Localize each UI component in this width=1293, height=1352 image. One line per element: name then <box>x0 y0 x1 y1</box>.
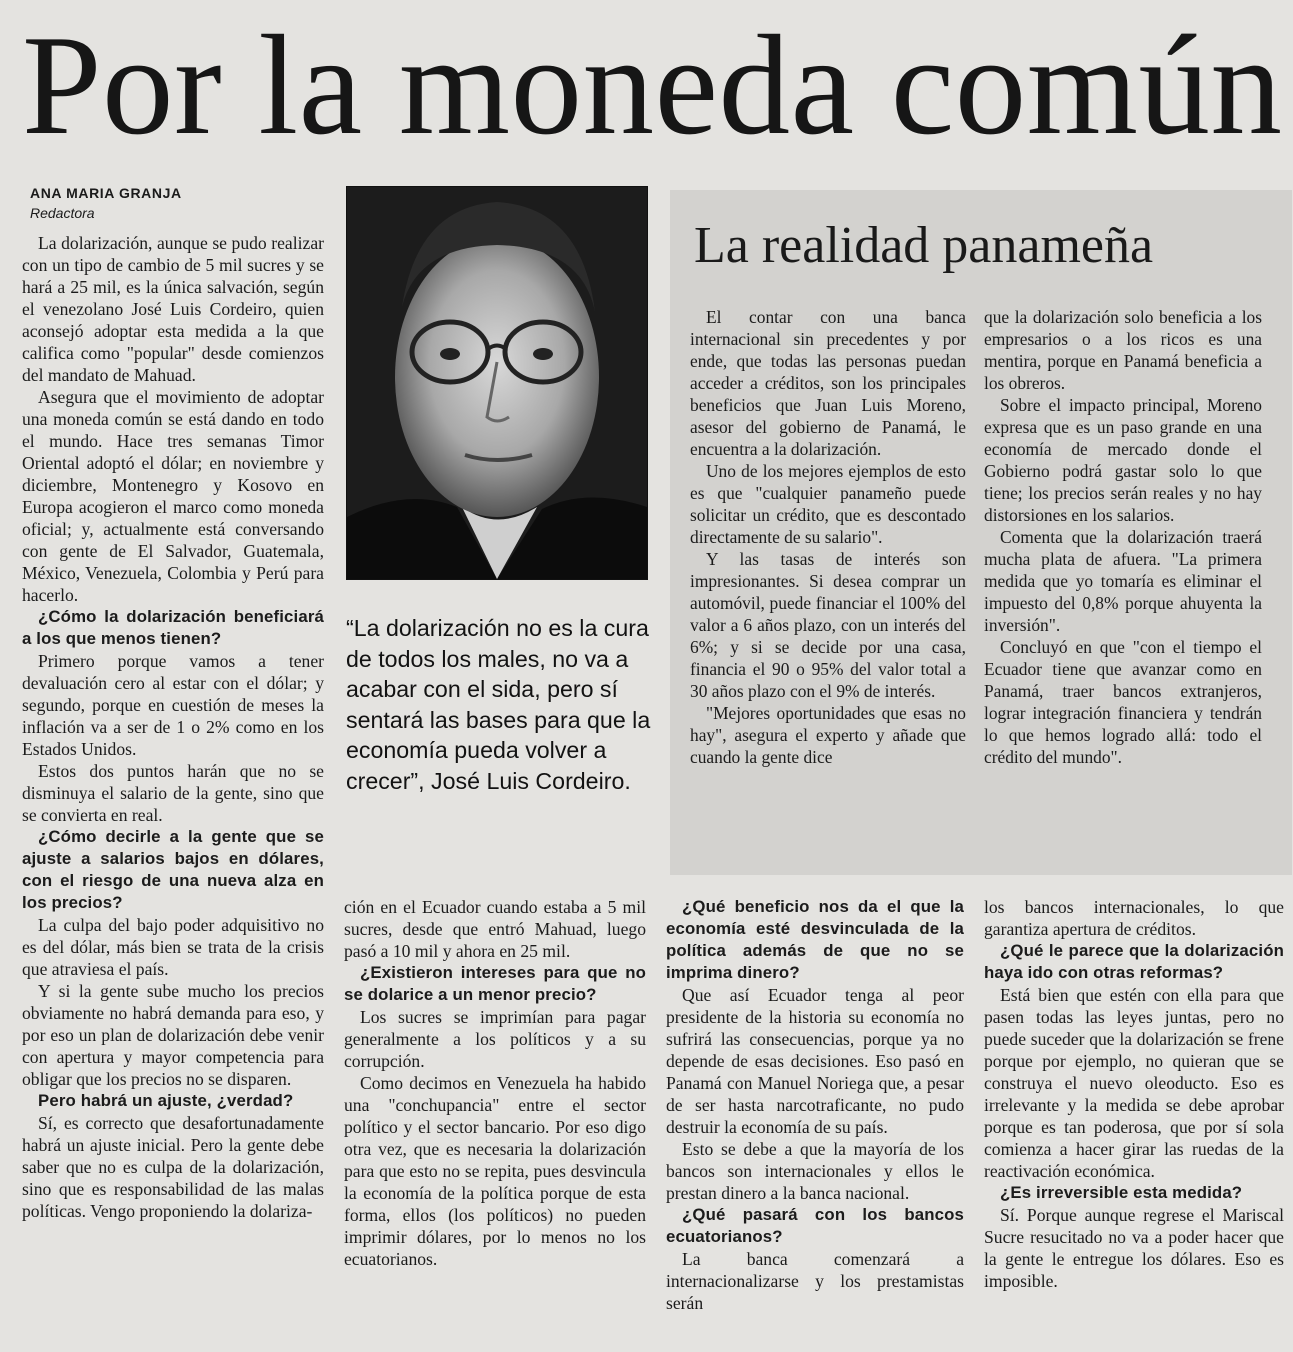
interview-question: ¿Existieron intereses para que no se dolarice a un menor precio? <box>344 963 646 1004</box>
paragraph: los bancos internacionales, lo que garantiza apertura de créditos. <box>984 897 1284 939</box>
interview-question: ¿Es irreversible esta medida? <box>1000 1183 1243 1202</box>
article-column-3 <box>666 896 964 1314</box>
portrait-illustration <box>347 187 647 579</box>
sidebar-title: La realidad panameña <box>694 217 1154 274</box>
paragraph: Sí. Porque aunque regrese el Mariscal Sucre resucitado no va a poder hacer que la gente le entregue los dólares. Eso es imposible. <box>984 1205 1284 1291</box>
paragraph: Y las tasas de interés son impresionantes. Si desea comprar un automóvil, puede financiar el 100% del valor a 6 años plazo, con un interés del 6%; y si se decide por una casa, financia el 90 o 95% del valor total a 30 años plazo con el 9% de interés. <box>690 549 966 701</box>
sidebar-column-b <box>984 306 1262 768</box>
headline: Por la moneda común <box>22 6 1283 164</box>
paragraph: Los sucres se imprimían para pagar generalmente a los políticos y a su corrupción. <box>344 1007 646 1071</box>
article-column-4 <box>984 896 1284 1292</box>
paragraph: Uno de los mejores ejemplos de esto es que "cualquier panameño puede solicitar un crédito, que es descontado directamente de su salario". <box>690 461 966 547</box>
paragraph: Como decimos en Venezuela ha habido una "conchupancia" entre el sector político y el sector bancario. Por eso digo otra vez, que es necesaria la dolarización para que esto no se repita, pues desvincula la economía de la política porque de esta forma, ellos (los políticos) no pueden imprimir dólares, por lo menos no los ecuatorianos. <box>344 1073 646 1269</box>
paragraph: Esto se debe a que la mayoría de los bancos son internacionales y ellos le prestan dinero a la banca nacional. <box>666 1139 964 1203</box>
paragraph: El contar con una banca internacional sin precedentes y por ende, que todas las personas puedan acceder a créditos, son los principales beneficios que Juan Luis Moreno, asesor del gobierno de Panamá, le encuentra a la dolarización. <box>690 307 966 459</box>
paragraph: Primero porque vamos a tener devaluación cero al estar con el dólar; y segundo, porque en cuestión de meses la inflación va a ser de 1 o 2% como en los Estados Unidos. <box>22 651 324 759</box>
paragraph: Concluyó en que "con el tiempo el Ecuador tiene que avanzar como en Panamá, traer bancos extranjeros, lograr integración financiera y tendrán lo que hemos logrado allá: todo el crédito del mundo". <box>984 637 1262 767</box>
author-role: Redactora <box>30 205 95 221</box>
paragraph: Asegura que el movimiento de adoptar una moneda común se está dando en todo el mundo. Hace tres semanas Timor Oriental adoptó el dólar; en noviembre y diciembre, Montenegro y Kosovo en Europa acogieron el marco como moneda oficial; y, actualmente está conversando con gente de El Salvador, Guatemala, México, Venezuela, Colombia y Perú para hacerlo. <box>22 387 324 605</box>
paragraph: La dolarización, aunque se pudo realizar con un tipo de cambio de 5 mil sucres y se hará a 25 mil, es la única salvación, según el venezolano José Luis Cordeiro, quien aconsejó adoptar esta medida a la que califica como "popular" desde comienzos del mandato de Mahuad. <box>22 233 324 385</box>
interview-question: ¿Cómo la dolarización beneficiará a los que menos tienen? <box>22 607 324 648</box>
paragraph: Sobre el impacto principal, Moreno expresa que es un paso grande en una economía de mercado donde el Gobierno podrá gastar solo lo que tiene; los precios serán reales y no hay distorsiones en los salarios. <box>984 395 1262 525</box>
paragraph: Sí, es correcto que desafortunadamente habrá un ajuste inicial. Pero la gente debe saber que no es culpa de la dolarización, sino que es responsabilidad de las malas políticas. Vengo proponiendo la dolariza- <box>22 1113 324 1221</box>
paragraph: Comenta que la dolarización traerá mucha plata de afuera. "La primera medida que yo tomaría es eliminar el impuesto del 0,8% porque ahuyenta la inversión". <box>984 527 1262 635</box>
interview-question: ¿Cómo decirle a la gente que se ajuste a salarios bajos en dólares, con el riesgo de una nueva alza en los precios? <box>22 827 324 912</box>
paragraph: "Mejores oportunidades que esas no hay", asegura el experto y añade que cuando la gente dice <box>690 703 966 767</box>
paragraph: La banca comenzará a internacionalizarse y los prestamistas serán <box>666 1249 964 1313</box>
paragraph: Y si la gente sube mucho los precios obviamente no habrá demanda para eso, y por eso un plan de dolarización debe venir con apertura y mayor competencia para obligar que los precios no se disparen. <box>22 981 324 1089</box>
paragraph: Estos dos puntos harán que no se disminuya el salario de la gente, sino que se convierta en real. <box>22 761 324 825</box>
byline <box>30 183 330 223</box>
author-name: ANA MARIA GRANJA <box>30 185 182 201</box>
paragraph: Que así Ecuador tenga al peor presidente de la historia su economía no sufrirá las consecuencias, porque ya no depende de esas decisiones. Eso pasó en Panamá con Manuel Noriega que, a pesar de ser hasta narcotraficante, no pudo destruir la economía de su país. <box>666 985 964 1137</box>
paragraph: ción en el Ecuador cuando estaba a 5 mil sucres, desde que entró Mahuad, luego pasó a 10 mil y ahora en 25 mil. <box>344 897 646 961</box>
paragraph: que la dolarización solo beneficia a los empresarios o a los ricos es una mentira, porque en Panamá beneficia a los obreros. <box>984 307 1262 393</box>
interview-question: ¿Qué beneficio nos da el que la economía esté desvinculada de la política además de que no se imprima dinero? <box>666 897 964 982</box>
pull-quote: “La dolarización no es la cura de todos los males, no va a acabar con el sida, pero sí sentará las bases para que la economía pueda volver a crecer”, José Luis Cordeiro. <box>346 615 651 794</box>
interview-question: Pero habrá un ajuste, ¿verdad? <box>38 1091 294 1110</box>
sidebar-column-a <box>690 306 966 768</box>
article-column-1 <box>22 232 324 1222</box>
portrait-photo <box>346 186 648 580</box>
article-column-2 <box>344 896 646 1270</box>
paragraph: Está bien que estén con ella para que pasen todas las leyes juntas, pero no puede suceder que la dolarización se frene porque por ejemplo, no quieran que se construya el nuevo oleoducto. Eso es irrelevante y la medida se debe aprobar porque es tan poderosa, que por sí sola comienza a hacer girar las ruedas de la reactivación económica. <box>984 985 1284 1181</box>
paragraph: La culpa del bajo poder adquisitivo no es del dólar, más bien se trata de la crisis que atraviesa el país. <box>22 915 324 979</box>
interview-question: ¿Qué le parece que la dolarización haya ido con otras reformas? <box>984 941 1284 982</box>
interview-question: ¿Qué pasará con los bancos ecuatorianos? <box>666 1205 964 1246</box>
